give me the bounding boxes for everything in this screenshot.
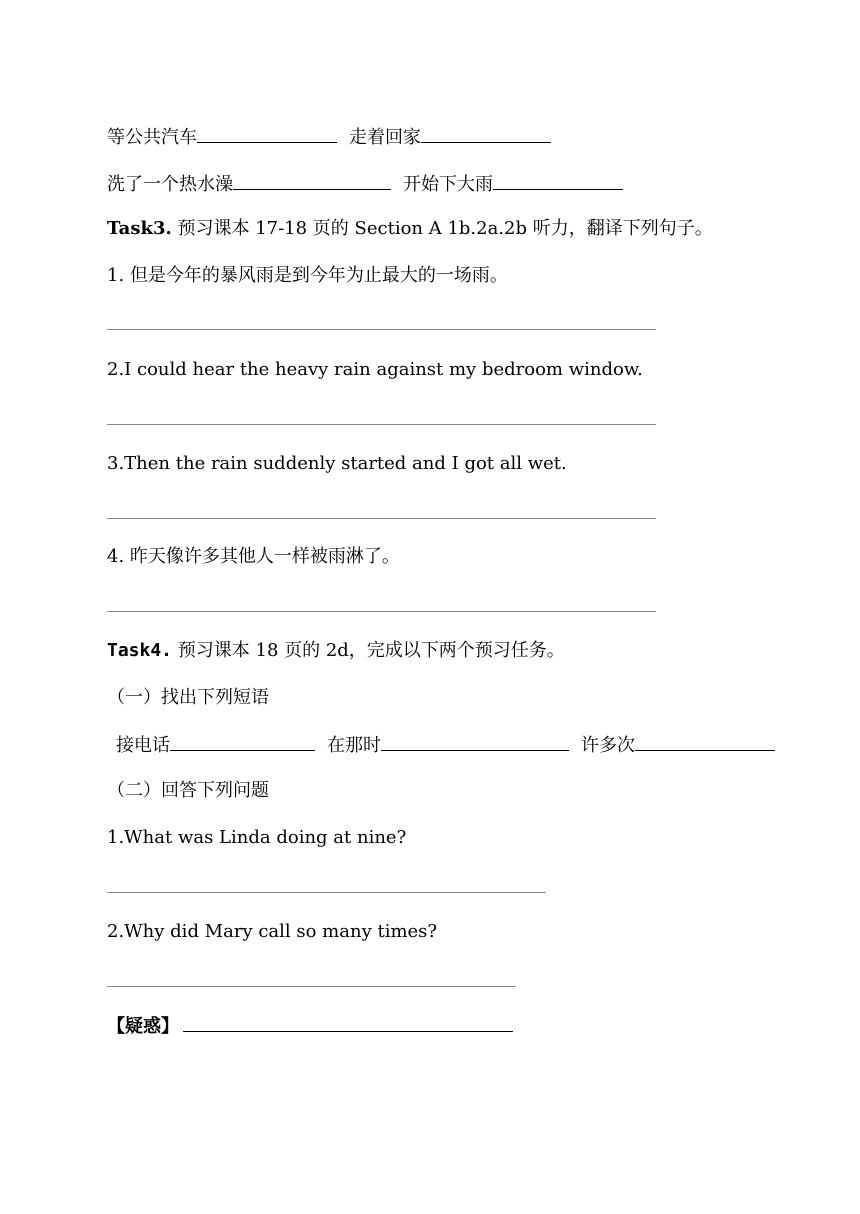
- answer-line[interactable]: [107, 329, 656, 330]
- task4-instruction: 预习课本 18 页的 2d，完成以下两个预习任务。: [177, 640, 565, 661]
- task4-heading: [107, 639, 565, 663]
- phrase-row-2: [107, 171, 623, 197]
- fill-blank[interactable]: [421, 124, 551, 143]
- fill-blank[interactable]: [197, 124, 337, 143]
- doubts-row: [107, 1013, 513, 1039]
- question-2: 2.Why did Mary call so many times?: [107, 921, 438, 942]
- fill-blank[interactable]: [170, 732, 315, 751]
- fill-blank[interactable]: [233, 171, 391, 190]
- phrase-row-3: [116, 732, 775, 758]
- phrase-label: 等公共汽车: [107, 127, 197, 148]
- part1-title: （一）找出下列短语: [107, 687, 269, 708]
- doubts-blank[interactable]: [183, 1013, 513, 1032]
- answer-line[interactable]: [107, 518, 656, 519]
- fill-blank[interactable]: [635, 732, 775, 751]
- answer-line[interactable]: [107, 424, 656, 425]
- task3-label: Task3.: [107, 218, 172, 239]
- doubts-label: 【疑惑】: [107, 1016, 179, 1037]
- phrase-label: 在那时: [327, 735, 381, 756]
- answer-line[interactable]: [107, 611, 656, 612]
- task4-label: Task4.: [107, 640, 173, 661]
- phrase-label: 接电话: [116, 735, 170, 756]
- question-1: 1.What was Linda doing at nine?: [107, 827, 407, 848]
- part2-title: （二）回答下列问题: [107, 780, 269, 801]
- phrase-label: 洗了一个热水澡: [107, 174, 233, 195]
- sentence-3: 3.Then the rain suddenly started and I got all wet.: [107, 453, 567, 474]
- phrase-label: 许多次: [581, 735, 635, 756]
- sentence-2: 2.I could hear the heavy rain against my bedroom window.: [107, 359, 643, 380]
- answer-line[interactable]: [107, 892, 546, 893]
- phrase-label: 走着回家: [349, 127, 421, 148]
- sentence-1: 1. 但是今年的暴风雨是到今年为止最大的一场雨。: [107, 265, 508, 286]
- task3-instruction: 预习课本 17-18 页的 Section A 1b.2a.2b 听力，翻译下列句子。: [177, 218, 713, 239]
- fill-blank[interactable]: [493, 171, 623, 190]
- fill-blank[interactable]: [381, 732, 569, 751]
- phrase-row-1: [107, 124, 551, 150]
- answer-line[interactable]: [107, 986, 516, 987]
- phrase-label: 开始下大雨: [403, 174, 493, 195]
- task3-heading: [107, 217, 713, 241]
- sentence-4: 4. 昨天像许多其他人一样被雨淋了。: [107, 546, 400, 567]
